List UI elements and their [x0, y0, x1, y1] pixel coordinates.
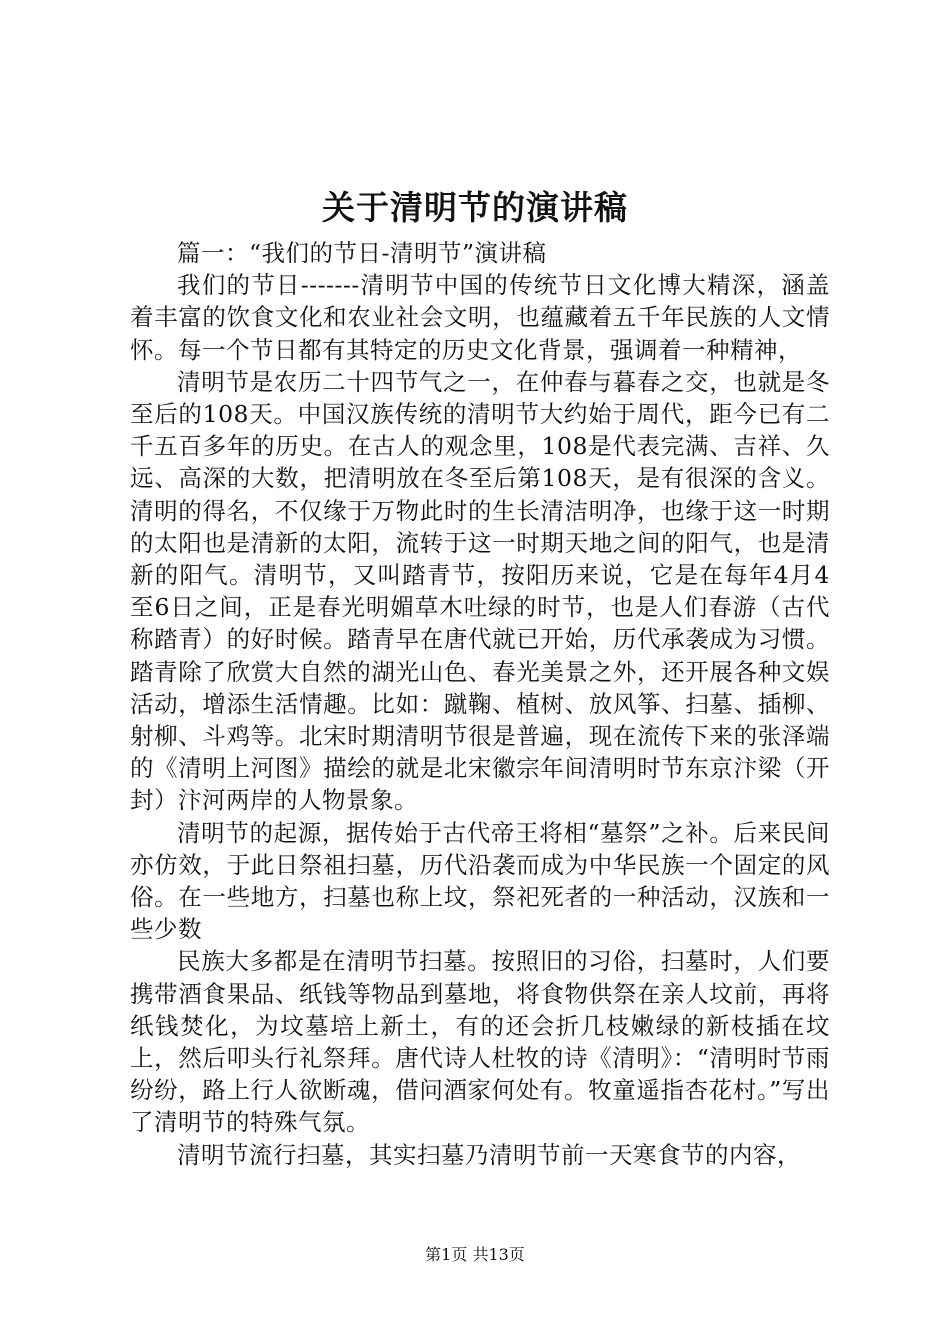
document-body: [130, 237, 830, 1171]
paragraph: 清明节的起源，据传始于古代帝王将相“墓祭”之补。后来民间亦仿效，于此日祭祖扫墓，历代沿袭而成为中华民族一个固定的风俗。在一些地方，扫墓也称上坟，祭祀死者的一种活动，汉族和一些少数: [130, 818, 830, 944]
paragraph: 我们的节日-------清明节中国的传统节日文化博大精深，涵盖着丰富的饮食文化和农业社会文明，也蕴藏着五千年民族的人文情怀。每一个节日都有其特定的历史文化背景，强调着一种精神，: [130, 271, 830, 364]
paragraph: 民族大多都是在清明节扫墓。按照旧的习俗，扫墓时，人们要携带酒食果品、纸钱等物品到墓地，将食物供祭在亲人坟前，再将纸钱焚化，为坟墓培上新土，有的还会折几枝嫩绿的新枝插在坟上，然后叩头行礼祭拜。唐代诗人杜牧的诗《清明》：“清明时节雨纷纷，路上行人欲断魂，借问酒家何处有。牧童遥指杏花村。”写出了清明节的特殊气氛。: [130, 947, 830, 1137]
document-title: 关于清明节的演讲稿: [322, 188, 628, 227]
paragraph: 清明节流行扫墓，其实扫墓乃清明节前一天寒食节的内容，: [177, 1140, 801, 1169]
paragraph: 清明节是农历二十四节气之一，在仲春与暮春之交，也就是冬至后的108天。中国汉族传统的清明节大约始于周代，距今已有二千五百多年的历史。在古人的观念里，108是代表完满、吉祥、久远、高深的大数，把清明放在冬至后第108天，是有很深的含义。清明的得名，不仅缘于万物此时的生长清洁明净，也缘于这一时期的太阳也是清新的太阳，流转于这一时期天地之间的阳气，也是清新的阳气。清明节，又叫踏青节，按阳历来说，它是在每年4月4至6日之间，正是春光明媚草木吐绿的时节，也是人们春游（古代称踏青）的好时候。踏青早在唐代就已开始，历代承袭成为习惯。踏青除了欣赏大自然的湖光山色、春光美景之外，还开展各种文娱活动，增添生活情趣。比如：蹴鞠、植树、放风筝、扫墓、插柳、射柳、斗鸡等。北宋时期清明节很是普遍，现在流传下来的张泽端的《清明上河图》描绘的就是北宋徽宗年间清明时节东京汴梁（开封）汴河两岸的人物景象。: [130, 367, 830, 815]
page-number-footer: 第1页 共13页: [425, 1245, 525, 1264]
paragraph-heading: 篇一：“我们的节日-清明节”演讲稿: [177, 239, 547, 267]
